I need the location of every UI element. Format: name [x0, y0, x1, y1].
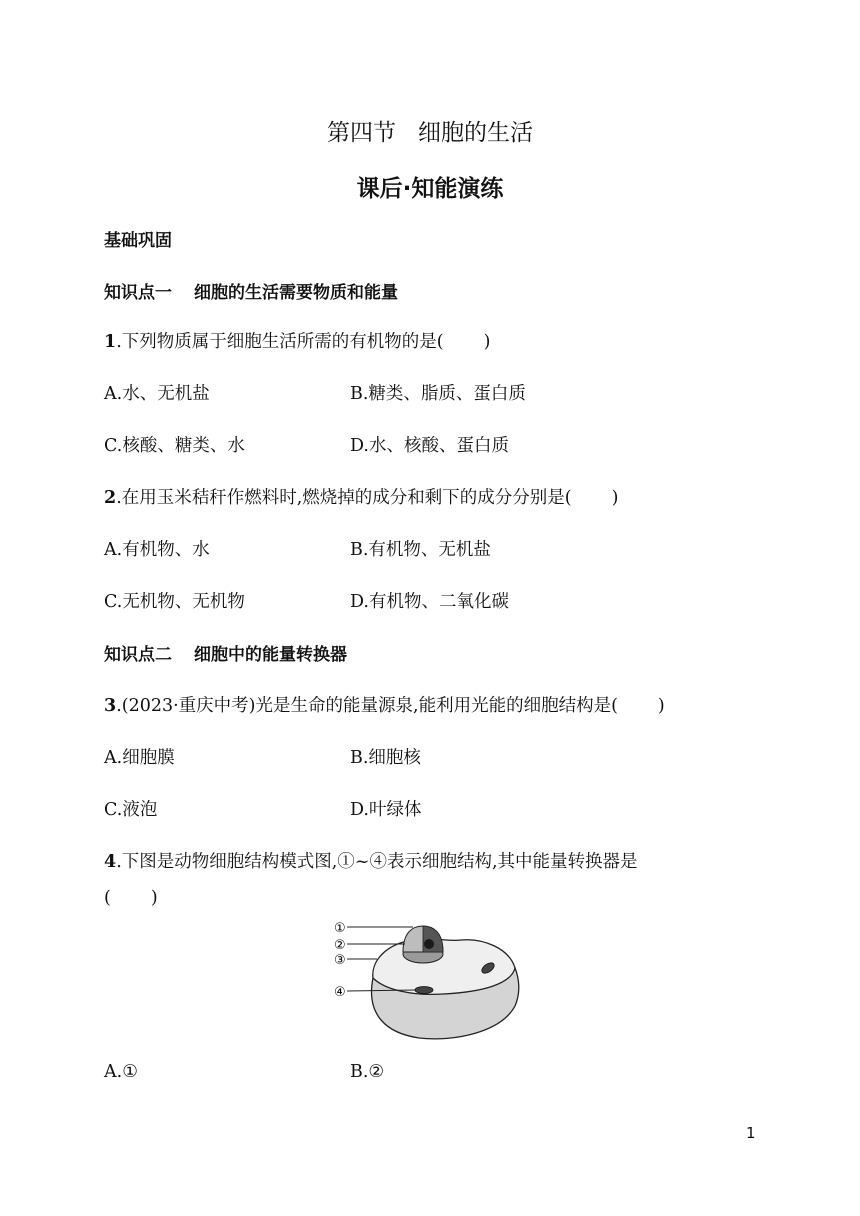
- q2-option-d: D.有机物、二氧化碳: [350, 592, 509, 612]
- kp2-text: 细胞中的能量转换器: [194, 645, 347, 665]
- question-4-close: ): [150, 888, 158, 908]
- question-4-answer-blank: [104, 888, 158, 908]
- figure-label-3: ③: [334, 953, 346, 968]
- question-4-text: .下图是动物细胞结构模式图,①~④表示细胞结构,其中能量转换器是: [116, 852, 638, 872]
- basic-section-heading: 基础巩固: [104, 231, 172, 251]
- section-title: [0, 114, 860, 147]
- q2-option-a: A.有机物、水: [104, 540, 210, 560]
- kp1-text: 细胞的生活需要物质和能量: [194, 283, 398, 303]
- question-1-close: ): [483, 332, 491, 352]
- kp1-label: 知识点一: [104, 283, 172, 303]
- section-name: 细胞的生活: [418, 120, 533, 146]
- question-3-number: 3: [104, 696, 117, 716]
- nucleus-cutaway: [423, 926, 443, 952]
- q4-option-b: B.②: [350, 1062, 385, 1082]
- mitochondrion-2: [415, 987, 433, 994]
- question-2: [104, 484, 618, 509]
- q1-option-d: D.水、核酸、蛋白质: [350, 436, 509, 456]
- nucleolus: [424, 939, 434, 949]
- page-number: 1: [746, 1124, 756, 1142]
- q3-option-d: D.叶绿体: [350, 800, 422, 820]
- question-3: [104, 692, 665, 717]
- question-2-text: .在用玉米秸秆作燃料时,燃烧掉的成分和剩下的成分分别是(: [116, 488, 572, 508]
- q1-option-a: A.水、无机盐: [104, 384, 210, 404]
- figure-label-1: ①: [334, 921, 346, 936]
- q1-option-c: C.核酸、糖类、水: [104, 436, 245, 456]
- q1-option-b: B.糖类、脂质、蛋白质: [350, 384, 526, 404]
- knowledge-point-1: [104, 278, 398, 303]
- kp2-label: 知识点二: [104, 645, 172, 665]
- q3-option-b: B.细胞核: [350, 748, 421, 768]
- figure-label-4: ④: [334, 985, 346, 1000]
- question-4-open: (: [104, 888, 111, 908]
- question-4-number: 4: [104, 852, 117, 872]
- animal-cell-diagram: [333, 918, 525, 1048]
- page-subtitle: 课后·知能演练: [356, 176, 504, 202]
- question-2-number: 2: [104, 488, 117, 508]
- question-4: [104, 848, 638, 873]
- section-number: 第四节: [327, 120, 396, 146]
- q4-option-a: A.①: [104, 1062, 138, 1082]
- question-3-close: ): [657, 696, 665, 716]
- q3-option-c: C.液泡: [104, 800, 158, 820]
- question-1-text: .下列物质属于细胞生活所需的有机物的是(: [116, 332, 444, 352]
- q3-option-a: A.细胞膜: [104, 748, 175, 768]
- question-2-close: ): [611, 488, 619, 508]
- knowledge-point-2: [104, 640, 347, 665]
- question-1: [104, 328, 490, 353]
- q2-option-b: B.有机物、无机盐: [350, 540, 491, 560]
- q2-option-c: C.无机物、无机物: [104, 592, 245, 612]
- question-3-text: .(2023·重庆中考)光是生命的能量源泉,能利用光能的细胞结构是(: [116, 696, 618, 716]
- question-1-number: 1: [104, 332, 117, 352]
- figure-label-2: ②: [334, 938, 346, 953]
